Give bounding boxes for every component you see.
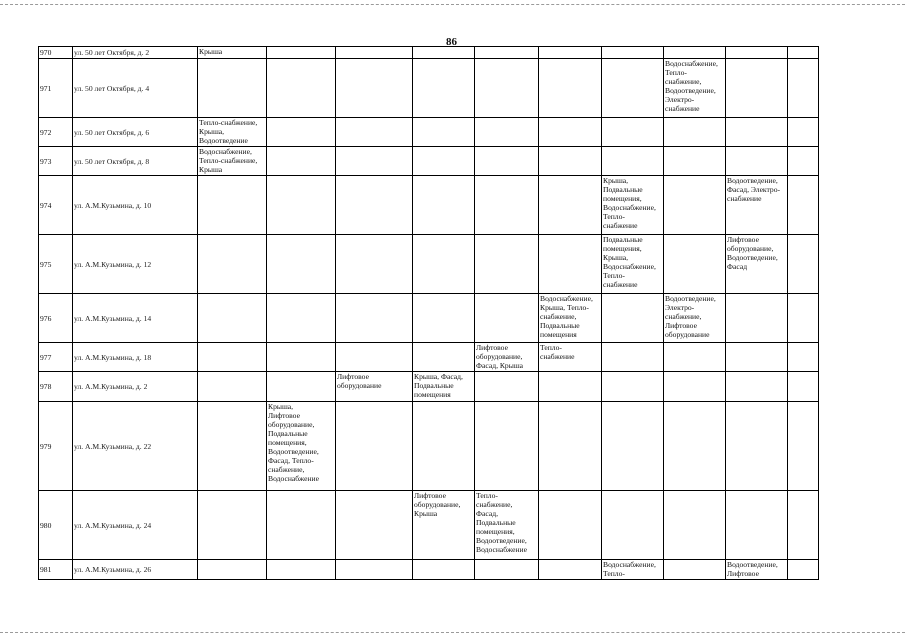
work-types-text: Крыша, Лифтовое оборудование, Подвальные помещения, Водоотведение, Фасад, Тепло- снабжение, Водоснабжение bbox=[268, 402, 319, 483]
work-cell bbox=[602, 147, 664, 176]
work-cell bbox=[664, 176, 726, 235]
work-cell bbox=[336, 343, 413, 372]
scan-edge-bottom bbox=[0, 632, 905, 633]
work-types-text: Водоснабжение, Тепло- bbox=[603, 560, 656, 578]
page-number: 86 bbox=[446, 36, 457, 48]
work-cell bbox=[539, 118, 602, 147]
row-address: ул. 50 лет Октября, д. 6 bbox=[73, 118, 198, 147]
work-cell bbox=[664, 372, 726, 402]
work-cell bbox=[726, 176, 788, 235]
work-cell bbox=[539, 147, 602, 176]
work-cell bbox=[413, 294, 475, 343]
table-row bbox=[39, 59, 819, 118]
row-number: 970 bbox=[39, 47, 73, 59]
work-cell bbox=[413, 176, 475, 235]
work-cell bbox=[336, 372, 413, 402]
table-row bbox=[39, 147, 819, 176]
work-cell bbox=[267, 372, 336, 402]
work-cell bbox=[602, 560, 664, 580]
work-cell bbox=[336, 147, 413, 176]
table-row bbox=[39, 294, 819, 343]
work-cell bbox=[788, 47, 819, 59]
work-cell bbox=[664, 59, 726, 118]
row-number: 972 bbox=[39, 118, 73, 147]
work-cell bbox=[788, 118, 819, 147]
table-row bbox=[39, 118, 819, 147]
work-types-text: Водоснабжение, Тепло- снабжение, Водоотведение, Электро- снабжение bbox=[665, 59, 718, 113]
work-cell bbox=[413, 402, 475, 491]
table-row bbox=[39, 402, 819, 491]
work-cell bbox=[198, 491, 267, 560]
work-cell bbox=[539, 47, 602, 59]
work-types-text: Тепло- снабжение, Фасад, Подвальные помещения, Водоотведение, Водоснабжение bbox=[476, 491, 527, 554]
work-cell bbox=[788, 372, 819, 402]
work-cell bbox=[267, 59, 336, 118]
work-cell bbox=[267, 176, 336, 235]
work-types-text: Крыша, Подвальные помещения, Водоснабжение, Тепло- снабжение bbox=[603, 176, 656, 230]
work-cell bbox=[539, 560, 602, 580]
work-cell bbox=[664, 402, 726, 491]
table-row bbox=[39, 235, 819, 294]
row-number: 979 bbox=[39, 402, 73, 491]
table-row bbox=[39, 491, 819, 560]
work-cell bbox=[198, 343, 267, 372]
work-cell bbox=[788, 560, 819, 580]
work-cell bbox=[413, 343, 475, 372]
row-address: ул. А.М.Кузьмина, д. 18 bbox=[73, 343, 198, 372]
work-cell bbox=[726, 491, 788, 560]
work-cell bbox=[336, 491, 413, 560]
work-cell bbox=[602, 372, 664, 402]
work-cell bbox=[198, 47, 267, 59]
work-cell bbox=[602, 47, 664, 59]
work-cell bbox=[198, 176, 267, 235]
table-row bbox=[39, 47, 819, 59]
work-cell bbox=[539, 343, 602, 372]
repair-schedule-table bbox=[38, 46, 819, 580]
work-cell bbox=[336, 59, 413, 118]
scan-edge-top bbox=[0, 4, 905, 5]
row-address: ул. А.М.Кузьмина, д. 2 bbox=[73, 372, 198, 402]
work-cell bbox=[336, 118, 413, 147]
work-types-text: Лифтовое оборудование, Водоотведение, Фасад bbox=[727, 235, 778, 271]
work-cell bbox=[475, 235, 539, 294]
work-cell bbox=[664, 294, 726, 343]
work-cell bbox=[726, 47, 788, 59]
row-address: ул. А.М.Кузьмина, д. 24 bbox=[73, 491, 198, 560]
work-cell bbox=[475, 118, 539, 147]
work-types-text: Крыша bbox=[199, 47, 223, 56]
work-cell bbox=[664, 343, 726, 372]
work-cell bbox=[475, 372, 539, 402]
work-cell bbox=[726, 560, 788, 580]
work-types-text: Подвальные помещения, Крыша, Водоснабжение, Тепло- снабжение bbox=[603, 235, 656, 289]
work-types-text: Водоотведение, Электро- снабжение, Лифтовое оборудование bbox=[665, 294, 716, 339]
work-cell bbox=[726, 343, 788, 372]
table-row bbox=[39, 343, 819, 372]
work-cell bbox=[602, 491, 664, 560]
work-cell bbox=[726, 294, 788, 343]
work-cell bbox=[539, 402, 602, 491]
work-cell bbox=[539, 491, 602, 560]
work-cell bbox=[726, 372, 788, 402]
work-cell bbox=[664, 147, 726, 176]
work-cell bbox=[267, 47, 336, 59]
work-types-text: Водоснабжение, Крыша, Тепло- снабжение, Подвальные помещения bbox=[540, 294, 593, 339]
work-cell bbox=[664, 560, 726, 580]
row-address: ул. А.М.Кузьмина, д. 26 bbox=[73, 560, 198, 580]
work-cell bbox=[788, 235, 819, 294]
table-row bbox=[39, 560, 819, 580]
row-address: ул. 50 лет Октября, д. 8 bbox=[73, 147, 198, 176]
row-number: 971 bbox=[39, 59, 73, 118]
work-cell bbox=[788, 59, 819, 118]
row-number: 974 bbox=[39, 176, 73, 235]
work-cell bbox=[198, 147, 267, 176]
work-cell bbox=[602, 118, 664, 147]
work-cell bbox=[539, 176, 602, 235]
work-cell bbox=[267, 118, 336, 147]
work-cell bbox=[198, 402, 267, 491]
work-cell bbox=[475, 560, 539, 580]
work-cell bbox=[602, 176, 664, 235]
row-address: ул. А.М.Кузьмина, д. 22 bbox=[73, 402, 198, 491]
work-cell bbox=[413, 235, 475, 294]
work-cell bbox=[788, 491, 819, 560]
work-cell bbox=[602, 343, 664, 372]
work-types-text: Лифтовое оборудование bbox=[337, 372, 382, 390]
work-types-text: Тепло- снабжение bbox=[540, 343, 575, 361]
row-number: 981 bbox=[39, 560, 73, 580]
row-address: ул. А.М.Кузьмина, д. 14 bbox=[73, 294, 198, 343]
work-cell bbox=[413, 118, 475, 147]
work-cell bbox=[475, 176, 539, 235]
work-cell bbox=[267, 235, 336, 294]
work-cell bbox=[475, 147, 539, 176]
work-cell bbox=[788, 402, 819, 491]
work-cell bbox=[267, 402, 336, 491]
row-address: ул. 50 лет Октября, д. 4 bbox=[73, 59, 198, 118]
work-types-text: Водоотведение, Лифтовое bbox=[727, 560, 778, 578]
work-cell bbox=[726, 118, 788, 147]
row-number: 976 bbox=[39, 294, 73, 343]
work-cell bbox=[726, 402, 788, 491]
work-cell bbox=[267, 147, 336, 176]
table-row bbox=[39, 176, 819, 235]
row-number: 975 bbox=[39, 235, 73, 294]
work-cell bbox=[788, 343, 819, 372]
work-cell bbox=[602, 294, 664, 343]
work-types-text: Водоснабжение, Тепло-снабжение, Крыша bbox=[199, 147, 258, 174]
work-cell bbox=[198, 372, 267, 402]
work-types-text: Крыша, Фасад, Подвальные помещения bbox=[414, 372, 463, 399]
work-cell bbox=[413, 491, 475, 560]
work-cell bbox=[336, 560, 413, 580]
work-cell bbox=[539, 294, 602, 343]
work-cell bbox=[413, 59, 475, 118]
work-cell bbox=[336, 294, 413, 343]
work-cell bbox=[413, 47, 475, 59]
work-cell bbox=[539, 59, 602, 118]
work-cell bbox=[726, 147, 788, 176]
work-cell bbox=[336, 402, 413, 491]
work-cell bbox=[726, 59, 788, 118]
work-cell bbox=[788, 294, 819, 343]
work-cell bbox=[664, 118, 726, 147]
work-cell bbox=[788, 147, 819, 176]
work-cell bbox=[336, 176, 413, 235]
row-address: ул. 50 лет Октября, д. 2 bbox=[73, 47, 198, 59]
work-cell bbox=[413, 147, 475, 176]
work-cell bbox=[475, 59, 539, 118]
work-cell bbox=[475, 491, 539, 560]
work-types-text: Лифтовое оборудование, Крыша bbox=[414, 491, 461, 518]
work-cell bbox=[198, 294, 267, 343]
table-row bbox=[39, 372, 819, 402]
work-cell bbox=[267, 343, 336, 372]
work-cell bbox=[475, 402, 539, 491]
work-cell bbox=[788, 176, 819, 235]
work-types-text: Лифтовое оборудование, Фасад, Крыша bbox=[476, 343, 524, 370]
work-cell bbox=[726, 235, 788, 294]
work-cell bbox=[475, 294, 539, 343]
work-cell bbox=[267, 294, 336, 343]
work-cell bbox=[602, 402, 664, 491]
row-number: 980 bbox=[39, 491, 73, 560]
work-cell bbox=[198, 235, 267, 294]
work-cell bbox=[539, 372, 602, 402]
row-number: 978 bbox=[39, 372, 73, 402]
row-address: ул. А.М.Кузьмина, д. 10 bbox=[73, 176, 198, 235]
work-types-text: Водоотведение, Фасад, Электро- снабжение bbox=[727, 176, 781, 203]
work-cell bbox=[602, 59, 664, 118]
work-cell bbox=[664, 47, 726, 59]
work-cell bbox=[539, 235, 602, 294]
work-cell bbox=[602, 235, 664, 294]
row-number: 977 bbox=[39, 343, 73, 372]
work-cell bbox=[198, 118, 267, 147]
work-cell bbox=[198, 560, 267, 580]
work-cell bbox=[267, 491, 336, 560]
row-number: 973 bbox=[39, 147, 73, 176]
work-cell bbox=[198, 59, 267, 118]
row-address: ул. А.М.Кузьмина, д. 12 bbox=[73, 235, 198, 294]
work-cell bbox=[336, 235, 413, 294]
work-cell bbox=[336, 47, 413, 59]
work-cell bbox=[664, 491, 726, 560]
work-cell bbox=[475, 343, 539, 372]
work-cell bbox=[664, 235, 726, 294]
work-cell bbox=[267, 560, 336, 580]
work-cell bbox=[475, 47, 539, 59]
work-cell bbox=[413, 372, 475, 402]
work-cell bbox=[413, 560, 475, 580]
work-types-text: Тепло-снабжение, Крыша, Водоотведение bbox=[199, 118, 258, 145]
